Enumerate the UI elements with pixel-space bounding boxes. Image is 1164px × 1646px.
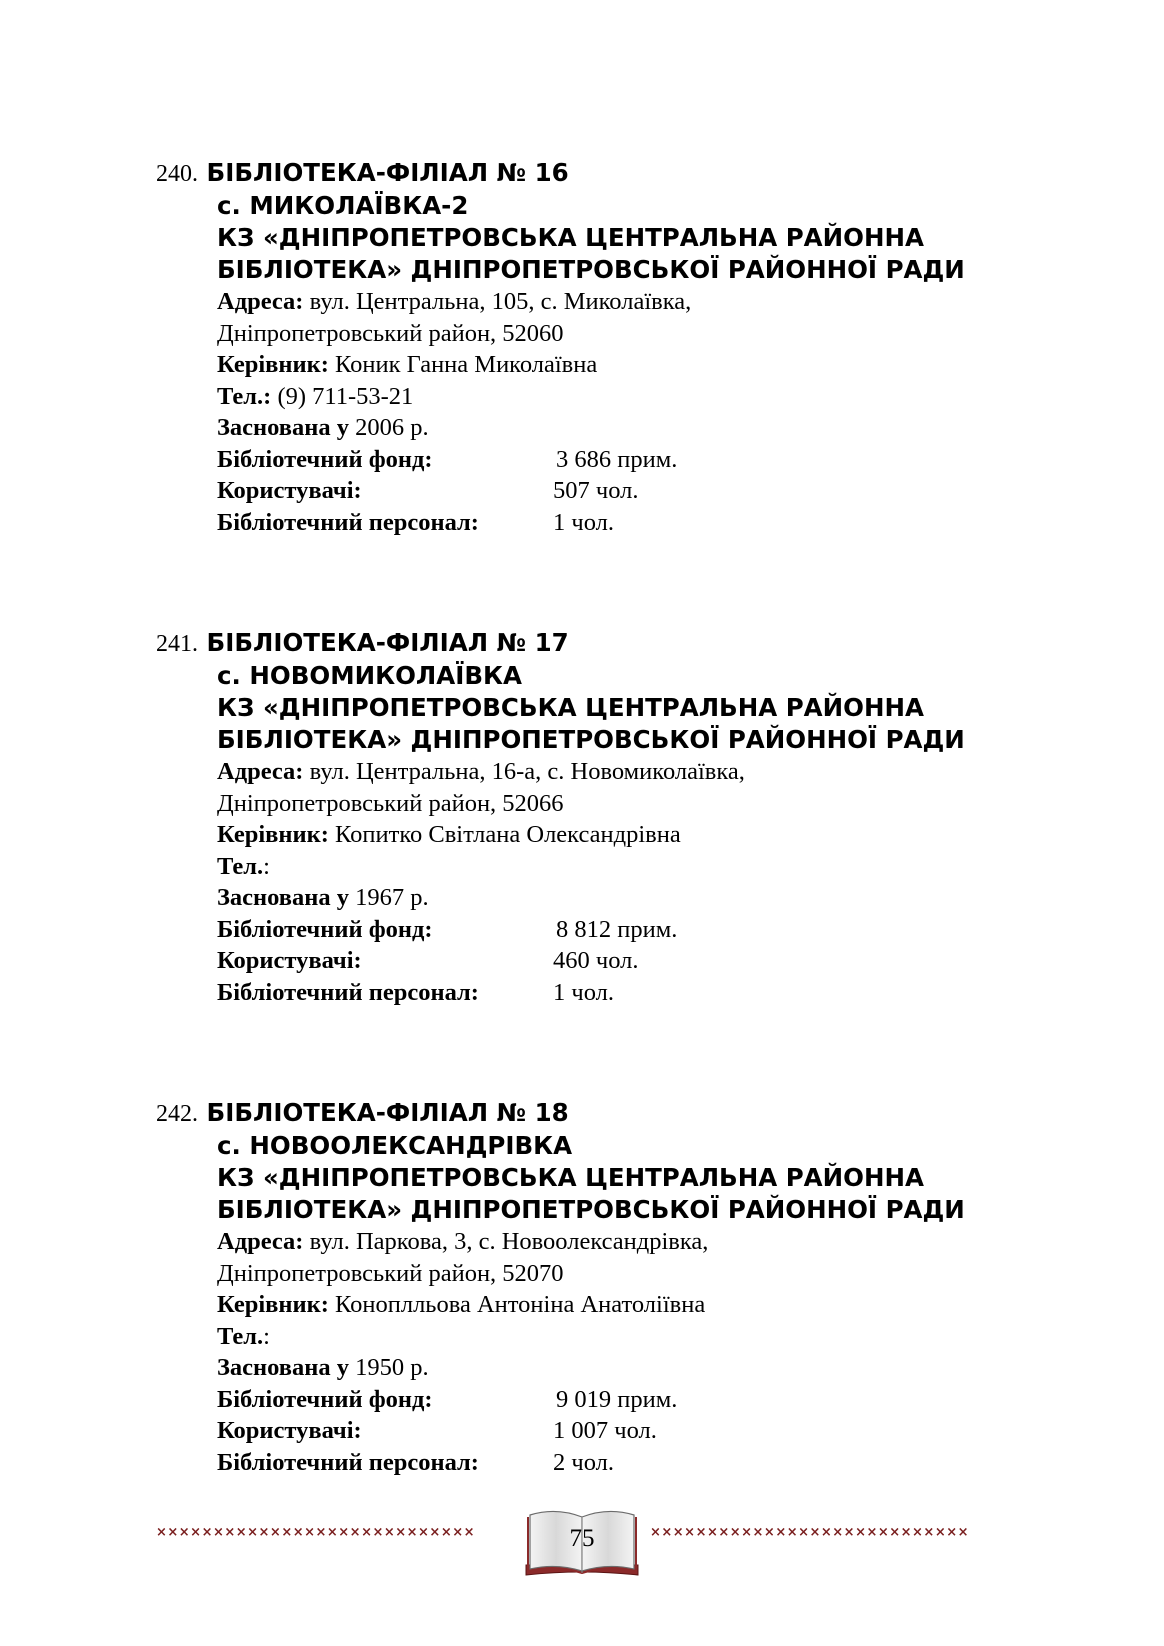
address-line-2: Дніпропетровський район, 52066 bbox=[217, 789, 564, 817]
staff-row bbox=[156, 507, 1056, 539]
address-line-1: вул. Паркова, 3, с. Новоолександрівка, bbox=[309, 1228, 709, 1255]
library-entry bbox=[156, 157, 1056, 538]
users-value: 1 007 чол. bbox=[553, 1417, 657, 1444]
director bbox=[156, 1289, 1056, 1321]
founded-value: 2006 р. bbox=[355, 414, 429, 441]
users-row bbox=[156, 1415, 1056, 1447]
founded-label: Заснована у bbox=[217, 884, 350, 911]
address bbox=[156, 1226, 1056, 1258]
entry-title bbox=[156, 627, 1056, 660]
users-row bbox=[156, 475, 1056, 507]
organization-line-1: КЗ «ДНІПРОПЕТРОВСЬКА ЦЕНТРАЛЬНА РАЙОННА bbox=[217, 1163, 924, 1192]
director-label: Керівник: bbox=[217, 821, 329, 848]
staff-label: Бібліотечний персонал: bbox=[217, 1448, 479, 1476]
fund-value: 8 812 прим. bbox=[556, 915, 678, 943]
users-label: Користувачі: bbox=[217, 947, 362, 974]
staff-row bbox=[156, 1447, 1056, 1479]
founded-value: 1967 р. bbox=[355, 884, 429, 911]
staff-value: 2 чол. bbox=[553, 1448, 614, 1476]
organization-line-2: БІБЛІОТЕКА» ДНІПРОПЕТРОВСЬКОЇ РАЙОННОЇ РАДИ bbox=[217, 1195, 965, 1224]
phone bbox=[156, 851, 1056, 883]
director-label: Керівник: bbox=[217, 1291, 329, 1318]
phone bbox=[156, 1321, 1056, 1353]
founded bbox=[156, 412, 1056, 444]
users-row bbox=[156, 945, 1056, 977]
users-value: 507 чол. bbox=[553, 477, 639, 504]
organization-line-2: БІБЛІОТЕКА» ДНІПРОПЕТРОВСЬКОЇ РАЙОННОЇ РАДИ bbox=[217, 725, 965, 754]
staff-label: Бібліотечний персонал: bbox=[217, 508, 479, 536]
director-label: Керівник: bbox=[217, 351, 329, 378]
director bbox=[156, 819, 1056, 851]
phone-value: : bbox=[263, 852, 270, 880]
fund-label: Бібліотечний фонд: bbox=[217, 445, 433, 473]
address-line-1: вул. Центральна, 16-а, с. Новомиколаївка, bbox=[309, 758, 745, 785]
founded-label: Заснована у bbox=[217, 414, 350, 441]
entry-number: 241. bbox=[156, 631, 198, 657]
entry-number: 242. bbox=[156, 1101, 198, 1127]
fund-value: 9 019 прим. bbox=[556, 1385, 678, 1413]
director bbox=[156, 349, 1056, 381]
page-footer bbox=[0, 1505, 1164, 1595]
users-value: 460 чол. bbox=[553, 947, 639, 974]
director-name: Копитко Світлана Олександрівна bbox=[335, 821, 681, 848]
director-name: Коник Ганна Миколаївна bbox=[335, 351, 598, 378]
founded-value: 1950 р. bbox=[355, 1354, 429, 1381]
phone bbox=[156, 381, 1056, 413]
users-label: Користувачі: bbox=[217, 1417, 362, 1444]
address-line-2: Дніпропетровський район, 52070 bbox=[217, 1259, 564, 1287]
staff-label: Бібліотечний персонал: bbox=[217, 978, 479, 1006]
entry-title bbox=[156, 157, 1056, 190]
organization-line-1: КЗ «ДНІПРОПЕТРОВСЬКА ЦЕНТРАЛЬНА РАЙОННА bbox=[217, 693, 924, 722]
fund-label: Бібліотечний фонд: bbox=[217, 915, 433, 943]
address-label: Адреса: bbox=[217, 288, 304, 315]
address-line-1: вул. Центральна, 105, с. Миколаївка, bbox=[309, 288, 692, 315]
entry-number: 240. bbox=[156, 161, 198, 187]
fund-row bbox=[156, 444, 1056, 476]
library-name: БІБЛІОТЕКА-ФІЛІАЛ № 16 bbox=[206, 158, 569, 187]
library-entry bbox=[156, 1097, 1056, 1478]
founded bbox=[156, 1352, 1056, 1384]
address bbox=[156, 286, 1056, 318]
address-label: Адреса: bbox=[217, 758, 304, 785]
phone-value: (9) 711-53-21 bbox=[277, 382, 414, 410]
phone-value: : bbox=[263, 1322, 270, 1350]
staff-value: 1 чол. bbox=[553, 978, 614, 1006]
phone-label: Тел. bbox=[217, 852, 264, 880]
address-label: Адреса: bbox=[217, 1228, 304, 1255]
director-name: Коноплльова Антоніна Анатоліївна bbox=[335, 1291, 706, 1318]
staff-row bbox=[156, 977, 1056, 1009]
library-name: БІБЛІОТЕКА-ФІЛІАЛ № 18 bbox=[206, 1098, 569, 1127]
fund-value: 3 686 прим. bbox=[556, 445, 678, 473]
organization-line-1: КЗ «ДНІПРОПЕТРОВСЬКА ЦЕНТРАЛЬНА РАЙОННА bbox=[217, 223, 924, 252]
fund-label: Бібліотечний фонд: bbox=[217, 1385, 433, 1413]
village-name: с. МИКОЛАЇВКА-2 bbox=[217, 191, 469, 220]
address-line-2: Дніпропетровський район, 52060 bbox=[217, 319, 564, 347]
staff-value: 1 чол. bbox=[553, 508, 614, 536]
ornament-left: ×××××××××××××××××××××××××××× bbox=[156, 1525, 475, 1540]
library-entry bbox=[156, 627, 1056, 1008]
fund-row bbox=[156, 1384, 1056, 1416]
village-name: с. НОВОМИКОЛАЇВКА bbox=[217, 661, 523, 690]
founded-label: Заснована у bbox=[217, 1354, 350, 1381]
organization-line-2: БІБЛІОТЕКА» ДНІПРОПЕТРОВСЬКОЇ РАЙОННОЇ РАДИ bbox=[217, 255, 965, 284]
ornament-right: ×××××××××××××××××××××××××××× bbox=[650, 1525, 969, 1540]
village-name: с. НОВООЛЕКСАНДРІВКА bbox=[217, 1131, 573, 1160]
address bbox=[156, 756, 1056, 788]
library-name: БІБЛІОТЕКА-ФІЛІАЛ № 17 bbox=[206, 628, 569, 657]
fund-row bbox=[156, 914, 1056, 946]
users-label: Користувачі: bbox=[217, 477, 362, 504]
founded bbox=[156, 882, 1056, 914]
phone-label: Тел.: bbox=[217, 382, 272, 410]
page-number: 75 bbox=[569, 1525, 595, 1552]
phone-label: Тел. bbox=[217, 1322, 264, 1350]
entry-title bbox=[156, 1097, 1056, 1130]
